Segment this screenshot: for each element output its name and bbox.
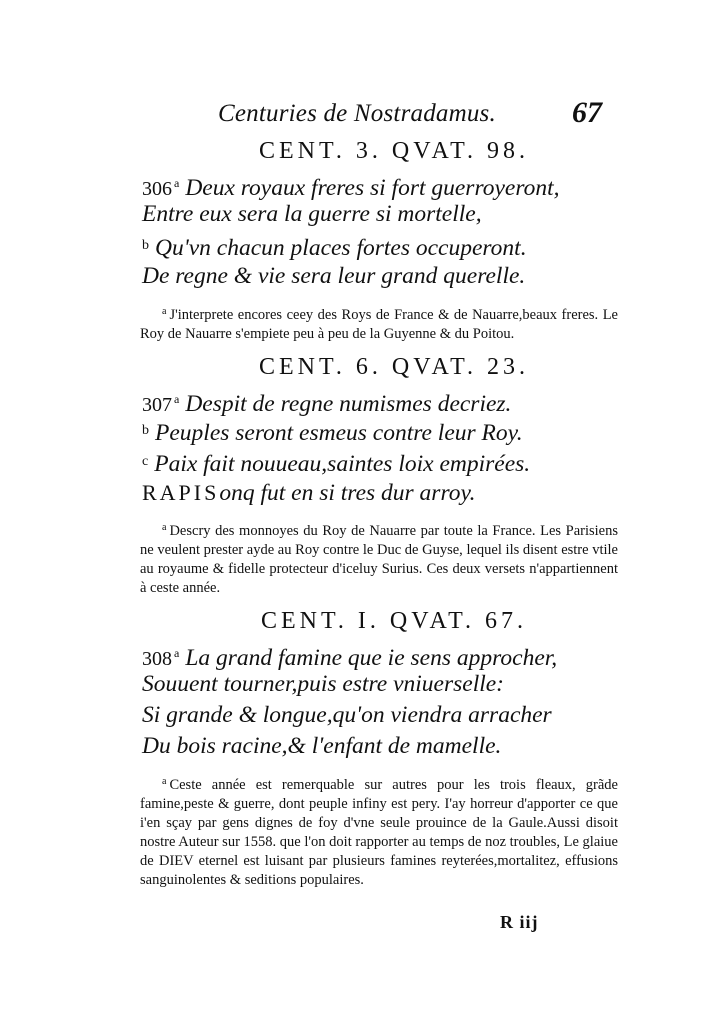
note-text: J'interprete encores ceey des Roys de France & de Nauarre,beaux freres. Le Roy de Nauarre s'empiete peu à peu de la Guyenne & du Poitou. bbox=[140, 307, 618, 342]
verse-text: Despit de regne numismes decriez. bbox=[185, 391, 512, 417]
verse-text: Peuples seront esmeus contre leur Roy. bbox=[155, 420, 523, 446]
verse-text: Qu'vn chacun places fortes occuperont. bbox=[155, 235, 527, 261]
quatrain-section bbox=[140, 604, 620, 890]
note-marker: b bbox=[142, 238, 149, 253]
verse-text: Entre eux sera la guerre si mortelle, bbox=[142, 201, 482, 227]
running-title: Centuries de Nostradamus. bbox=[218, 100, 496, 127]
book-page bbox=[140, 96, 620, 896]
note-marker: c bbox=[142, 454, 149, 469]
verse-text: Souuent tourner,puis estre vniuerselle: bbox=[142, 671, 505, 697]
verse-line bbox=[142, 669, 620, 700]
note-marker: a bbox=[174, 392, 180, 406]
verse-initial-word: RAPIS bbox=[142, 480, 220, 505]
running-head bbox=[140, 96, 620, 134]
quatrain-heading: CENT. 3. QVAT. 98. bbox=[259, 138, 529, 164]
signature-mark: R iij bbox=[500, 912, 539, 932]
commentary-note bbox=[140, 518, 620, 598]
quatrain-number: 306 bbox=[142, 178, 172, 200]
verse-line bbox=[142, 731, 620, 762]
verse-line bbox=[142, 638, 620, 669]
verse-text: Deux royaux freres si fort guerroyeront, bbox=[185, 175, 560, 201]
verse-line bbox=[142, 168, 620, 199]
note-marker: a bbox=[162, 776, 167, 787]
verse-text: Paix fait nouueau,saintes loix empirées. bbox=[154, 451, 531, 477]
verse-line bbox=[142, 261, 620, 292]
verse-line bbox=[142, 700, 620, 731]
quatrain-section bbox=[140, 134, 620, 344]
verse-line bbox=[142, 230, 620, 261]
note-marker: a bbox=[162, 306, 167, 317]
quatrain-section bbox=[140, 350, 620, 598]
page-number: 67 bbox=[572, 96, 602, 129]
verse-text: De regne & vie sera leur grand querelle. bbox=[142, 263, 526, 289]
verse-line bbox=[142, 446, 620, 477]
quatrain-number: 308 bbox=[142, 648, 172, 670]
commentary-note bbox=[140, 302, 620, 344]
verse-text: Du bois racine,& l'enfant de mamelle. bbox=[142, 733, 502, 759]
quatrain-number: 307 bbox=[142, 394, 172, 416]
note-marker: a bbox=[174, 176, 180, 190]
quatrain-heading: CENT. I. QVAT. 67. bbox=[261, 608, 527, 634]
verse-line bbox=[142, 384, 620, 415]
commentary-note bbox=[140, 772, 620, 890]
note-text: Descry des monnoyes du Roy de Nauarre par toute la France. Les Parisiens ne veulent prester ayde au Roy contre le Duc de Guyse, lequel ils disent estre vtile au royaume & fidelle protecteur d'iceluy Surius. Ces deux versets n'appartiennent à ceste année. bbox=[140, 523, 618, 596]
note-text: Ceste année est remerquable sur autres pour les trois fleaux, grãde famine,peste & guerre, dont peuple infiny est pery. I'ay horreur d'apporter ce que i'en sçay par gens dignes de foy d'vne seule prouince de la Gaule.Aussi disoit nostre Auteur sur 1558. que l'on doit rapporter au temps de noz troubles, Le glaiue de DIEV eternel est luisant par plusieurs famines reyterées,mortalitez, effusions sanguinolentes & seditions populaires. bbox=[140, 777, 618, 888]
verse-text: La grand famine que ie sens approcher, bbox=[185, 645, 558, 671]
quatrain-heading: CENT. 6. QVAT. 23. bbox=[259, 354, 529, 380]
note-marker: a bbox=[174, 646, 180, 660]
verse-line bbox=[142, 199, 620, 230]
verse-line bbox=[142, 477, 620, 508]
verse-text: onq fut en si tres dur arroy. bbox=[219, 480, 476, 506]
verse-line bbox=[142, 415, 620, 446]
note-marker: a bbox=[162, 522, 167, 533]
verse-text: Si grande & longue,qu'on viendra arracher bbox=[142, 702, 552, 728]
note-marker: b bbox=[142, 423, 149, 438]
